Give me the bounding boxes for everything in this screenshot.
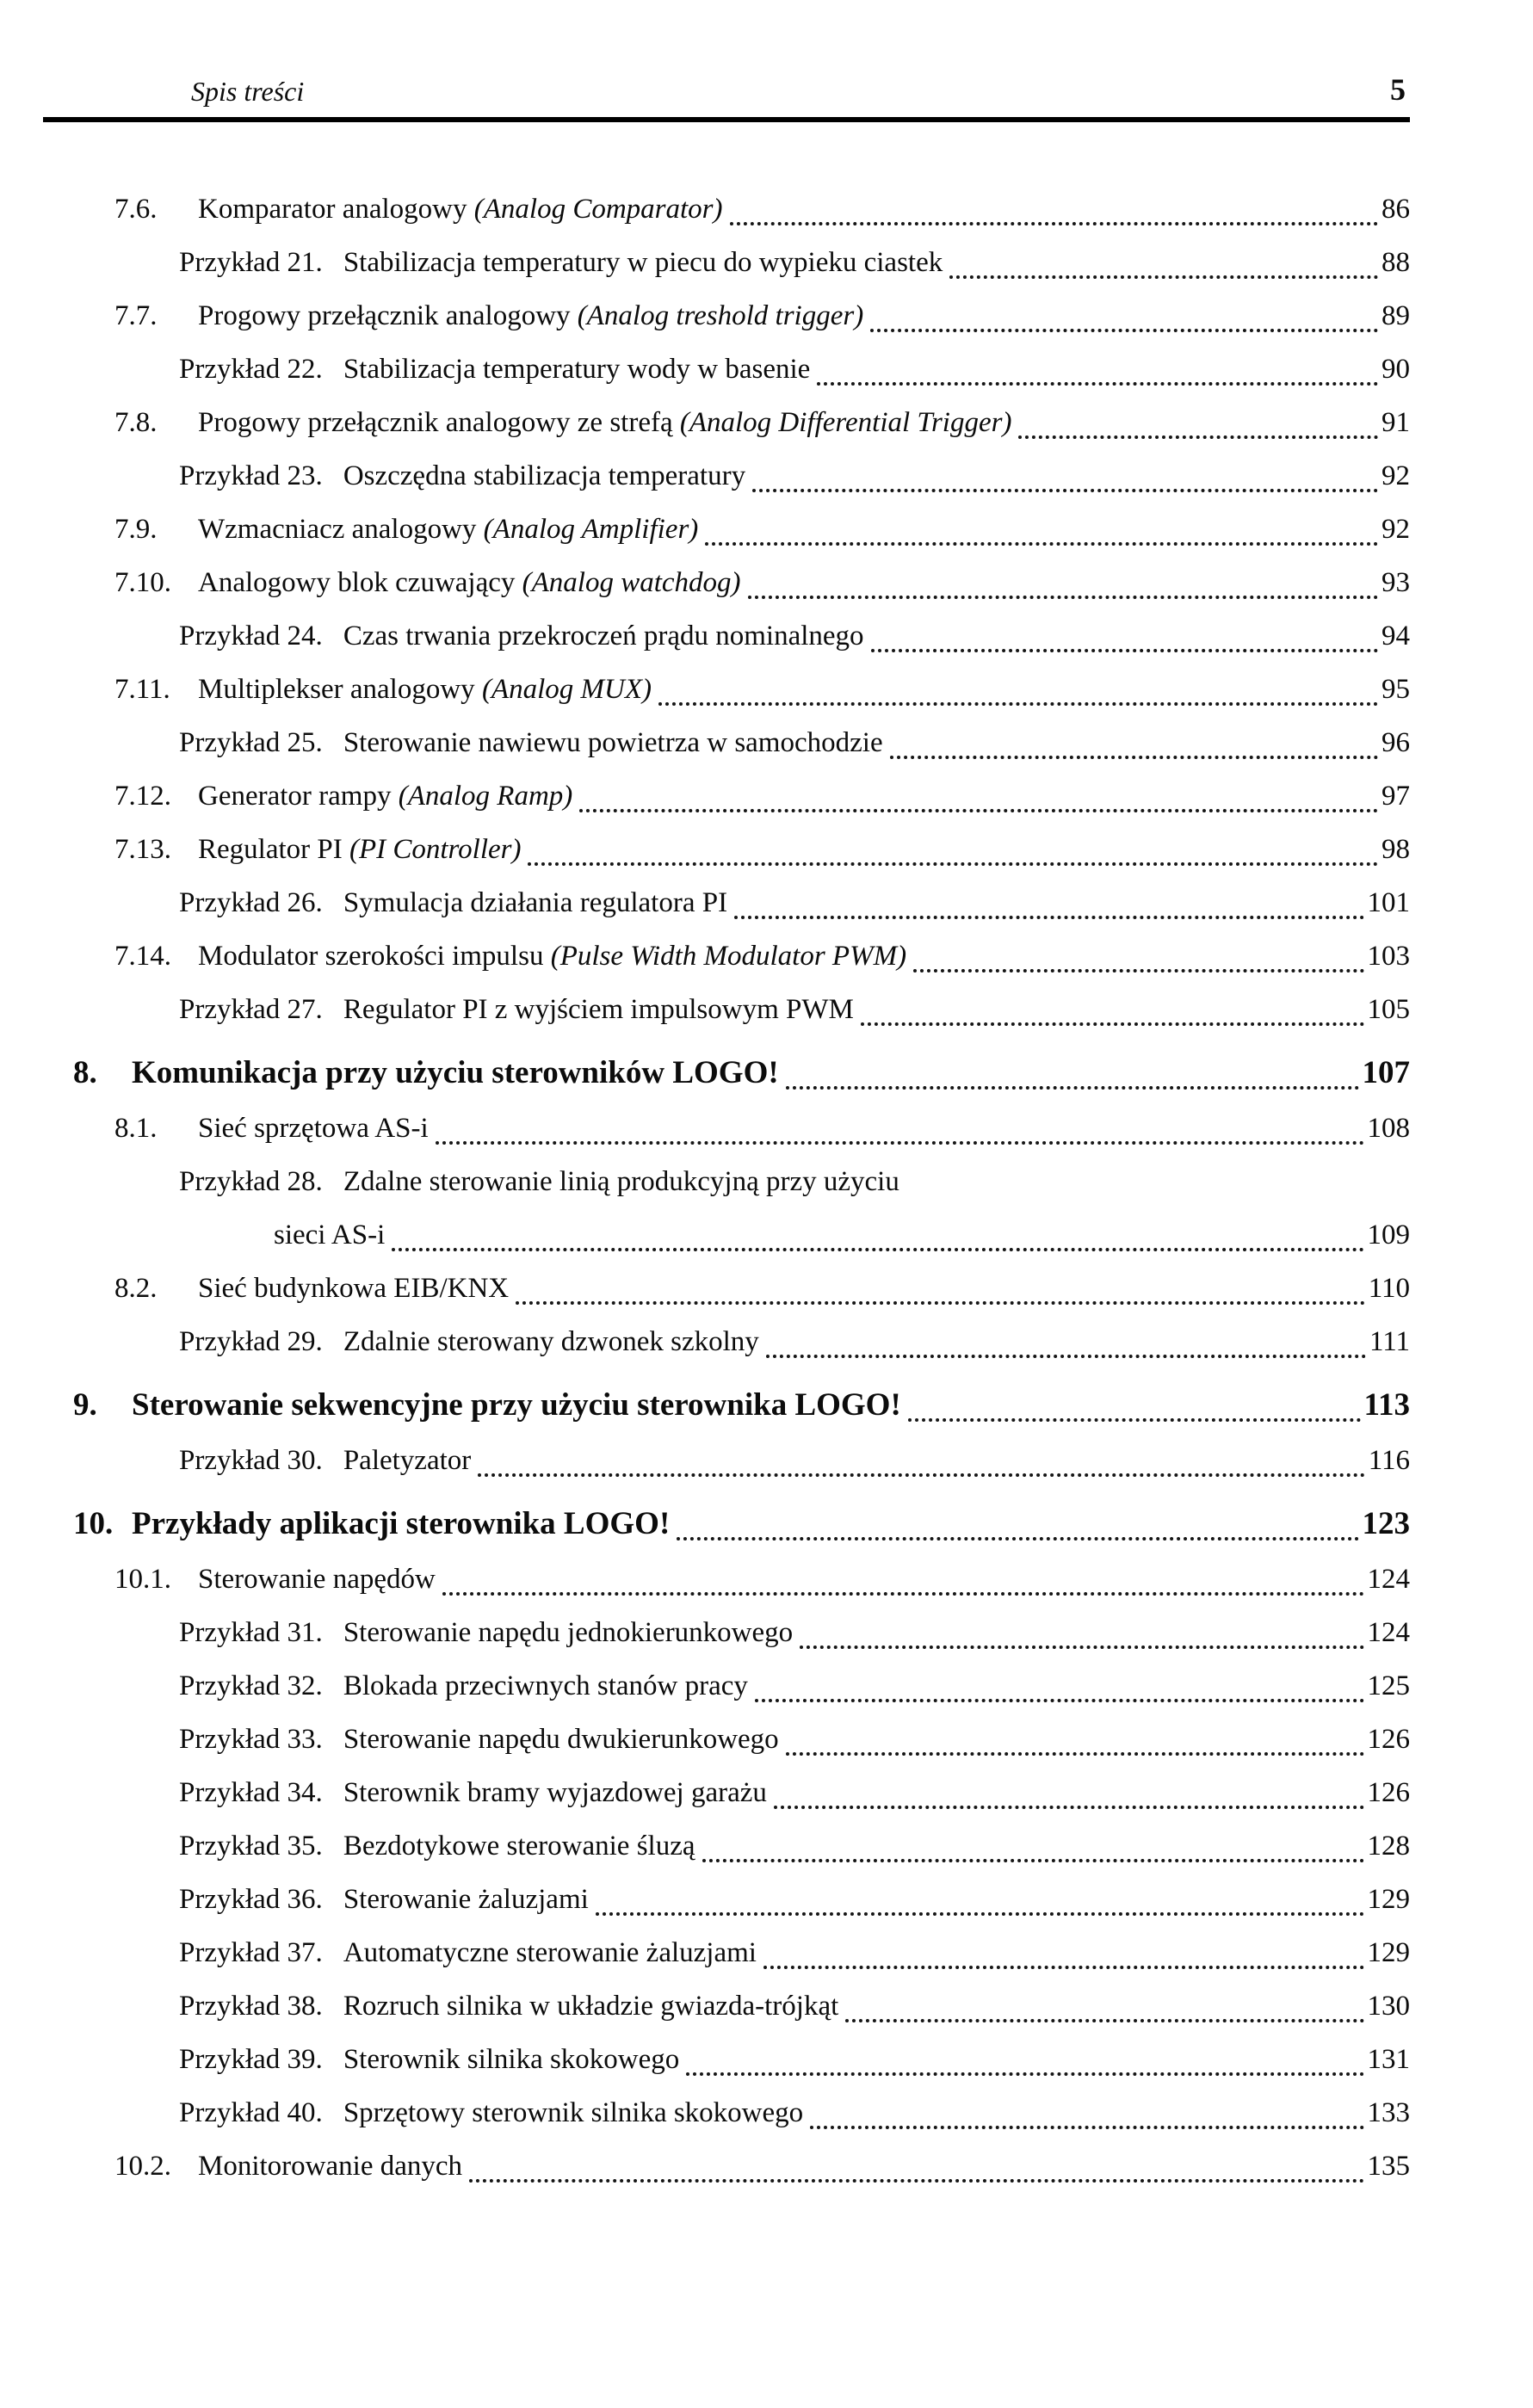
entry-title: Progowy przełącznik analogowy (Analog treshold trigger) <box>198 300 864 331</box>
toc-entry <box>0 663 1410 716</box>
dot-leader <box>890 756 1378 759</box>
page-title: Spis treści <box>191 76 305 107</box>
entry-page: 95 <box>1382 674 1410 705</box>
example-label: Przykład 23. <box>179 460 323 491</box>
entry-title: Rozruch silnika w układzie gwiazda-trójkąt <box>343 1991 839 2022</box>
example-label: Przykład 33. <box>179 1724 323 1755</box>
example-label: Przykład 39. <box>179 2044 323 2075</box>
page-number: 5 <box>1390 72 1406 107</box>
entry-number: 7.11. <box>114 674 170 705</box>
dot-leader <box>800 1645 1363 1649</box>
entry-title: Czas trwania przekroczeń prądu nominalnego <box>343 621 864 651</box>
example-label: Przykład 40. <box>179 2097 323 2128</box>
entry-page: 133 <box>1367 2097 1410 2128</box>
dot-leader <box>908 1418 1361 1422</box>
entry-page: 126 <box>1367 1724 1410 1755</box>
example-label: Przykład 24. <box>179 621 323 651</box>
example-label: Przykład 25. <box>179 727 323 758</box>
entry-title: Symulacja działania regulatora PI <box>343 887 728 918</box>
page-header <box>0 0 1533 122</box>
entry-title: Oszczędna stabilizacja temperatury <box>343 460 746 491</box>
dot-leader <box>516 1301 1365 1305</box>
dot-leader <box>392 1248 1363 1251</box>
entry-title: Monitorowanie danych <box>198 2151 463 2182</box>
entry-title: Sterownik silnika skokowego <box>343 2044 680 2075</box>
entry-page: 111 <box>1369 1326 1410 1357</box>
entry-page: 88 <box>1382 247 1410 278</box>
dot-leader <box>752 489 1378 492</box>
toc-entry <box>0 343 1410 396</box>
entry-title: Sprzętowy sterownik silnika skokowego <box>343 2097 804 2128</box>
toc-entry <box>0 2086 1410 2139</box>
toc-entry <box>0 182 1410 236</box>
entry-page: 131 <box>1367 2044 1410 2075</box>
header-rule <box>43 117 1410 122</box>
entry-page: 101 <box>1367 887 1410 918</box>
entry-page: 98 <box>1382 834 1410 865</box>
toc-entry <box>0 1497 1410 1551</box>
example-label: Przykład 31. <box>179 1617 323 1648</box>
entry-number: 7.8. <box>114 407 158 438</box>
entry-title: Sterowanie napędu dwukierunkowego <box>343 1724 779 1755</box>
entry-page: 129 <box>1367 1937 1410 1968</box>
entry-title: Regulator PI z wyjściem impulsowym PWM <box>343 994 854 1025</box>
entry-title: Paletyzator <box>343 1445 472 1476</box>
entry-number: 7.6. <box>114 194 158 225</box>
entry-title: Sieć budynkowa EIB/KNX <box>198 1273 510 1304</box>
dot-leader <box>677 1537 1358 1541</box>
toc-list <box>0 182 1533 2193</box>
toc-entry <box>0 1979 1410 2033</box>
entry-page: 94 <box>1382 621 1410 651</box>
entry-number: 7.7. <box>114 300 158 331</box>
example-label: Przykład 27. <box>179 994 323 1025</box>
entry-title: Sterowanie napędów <box>198 1564 436 1595</box>
dot-leader <box>702 1859 1364 1862</box>
example-label: Przykład 38. <box>179 1991 323 2022</box>
entry-title: Sterowanie nawiewu powietrza w samochodzie <box>343 727 883 758</box>
dot-leader <box>436 1141 1364 1145</box>
toc-entry <box>0 2139 1410 2193</box>
entry-title: Wzmacniacz analogowy (Analog Amplifier) <box>198 514 699 545</box>
entry-title: Komparator analogowy (Analog Comparator) <box>198 194 723 225</box>
entry-title: Stabilizacja temperatury w piecu do wypieku ciastek <box>343 247 943 278</box>
entry-title: Automatyczne sterowanie żaluzjami <box>343 1937 757 1968</box>
entry-number: 7.12. <box>114 781 171 812</box>
entry-title: Sterowanie sekwencyjne przy użyciu sterownika LOGO! <box>132 1387 901 1423</box>
entry-number: 8.2. <box>114 1273 158 1304</box>
entry-page: 123 <box>1362 1506 1410 1541</box>
entry-page: 108 <box>1367 1113 1410 1144</box>
entry-title: sieci AS-i <box>274 1219 386 1250</box>
entry-title: Sterowanie żaluzjami <box>343 1884 589 1915</box>
toc-entry <box>0 1102 1410 1155</box>
entry-page: 92 <box>1382 514 1410 545</box>
dot-leader <box>766 1355 1366 1358</box>
entry-title: Blokada przeciwnych stanów pracy <box>343 1670 748 1701</box>
example-label: Przykład 29. <box>179 1326 323 1357</box>
entry-page: 86 <box>1382 194 1410 225</box>
toc-entry <box>0 449 1410 503</box>
toc-entry <box>0 1315 1410 1368</box>
example-label: Przykład 35. <box>179 1831 323 1862</box>
dot-leader <box>730 222 1379 225</box>
dot-leader <box>763 1966 1364 1969</box>
entry-page: 124 <box>1367 1617 1410 1648</box>
toc-entry <box>0 503 1410 556</box>
dot-leader <box>845 2019 1363 2022</box>
toc-entry <box>0 289 1410 343</box>
dot-leader <box>774 1806 1364 1809</box>
toc-entry <box>0 2033 1410 2086</box>
dot-leader <box>870 329 1378 332</box>
example-label: Przykład 26. <box>179 887 323 918</box>
entry-title: Progowy przełącznik analogowy ze strefą (Analog Differential Trigger) <box>198 407 1012 438</box>
entry-page: 97 <box>1382 781 1410 812</box>
toc-entry <box>0 716 1410 769</box>
toc-entry <box>0 1155 1410 1208</box>
entry-page: 124 <box>1367 1564 1410 1595</box>
entry-title: Modulator szerokości impulsu (Pulse Width Modulator PWM) <box>198 941 907 972</box>
toc-entry <box>0 1659 1410 1713</box>
toc-entry <box>0 1926 1410 1979</box>
toc-entry <box>0 876 1410 929</box>
dot-leader <box>469 2179 1363 2183</box>
entry-number: 9. <box>73 1387 97 1423</box>
entry-page: 107 <box>1362 1055 1410 1090</box>
entry-page: 116 <box>1368 1445 1410 1476</box>
dot-leader <box>478 1473 1364 1477</box>
toc-entry <box>0 1262 1410 1315</box>
entry-page: 89 <box>1382 300 1410 331</box>
entry-number: 7.10. <box>114 567 171 598</box>
toc-entry <box>0 396 1410 449</box>
toc-entry <box>0 1606 1410 1659</box>
dot-leader <box>596 1912 1364 1916</box>
entry-title: Bezdotykowe sterowanie śluzą <box>343 1831 695 1862</box>
toc-entry <box>0 1047 1410 1100</box>
entry-number: 10. <box>73 1506 114 1541</box>
entry-number: 10.1. <box>114 1564 171 1595</box>
entry-number: 8.1. <box>114 1113 158 1144</box>
entry-page: 92 <box>1382 460 1410 491</box>
entry-page: 126 <box>1367 1777 1410 1808</box>
entry-page: 93 <box>1382 567 1410 598</box>
entry-page: 129 <box>1367 1884 1410 1915</box>
entry-title: Zdalnie sterowany dzwonek szkolny <box>343 1326 759 1357</box>
dot-leader <box>748 596 1378 599</box>
example-label: Przykład 34. <box>179 1777 323 1808</box>
toc-entry <box>0 609 1410 663</box>
toc-entry <box>0 1873 1410 1926</box>
entry-page: 96 <box>1382 727 1410 758</box>
entry-page: 109 <box>1367 1219 1410 1250</box>
toc-entry <box>0 1553 1410 1606</box>
dot-leader <box>734 916 1363 919</box>
entry-number: 7.13. <box>114 834 171 865</box>
dot-leader <box>705 542 1378 546</box>
entry-page: 103 <box>1367 941 1410 972</box>
toc-entry <box>0 1819 1410 1873</box>
entry-number: 7.14. <box>114 941 171 972</box>
entry-page: 113 <box>1363 1387 1410 1423</box>
entry-title: Sterownik bramy wyjazdowej garażu <box>343 1777 767 1808</box>
dot-leader <box>686 2072 1363 2076</box>
entry-title: Generator rampy (Analog Ramp) <box>198 781 573 812</box>
dot-leader <box>861 1022 1364 1026</box>
entry-page: 90 <box>1382 354 1410 385</box>
example-label: Przykład 21. <box>179 247 323 278</box>
entry-page: 135 <box>1367 2151 1410 2182</box>
toc-entry <box>0 929 1410 983</box>
entry-title: Przykłady aplikacji sterownika LOGO! <box>132 1506 671 1541</box>
toc-entry <box>0 1713 1410 1766</box>
dot-leader <box>871 649 1378 652</box>
entry-page: 105 <box>1367 994 1410 1025</box>
toc-entry <box>0 1379 1410 1432</box>
toc-entry <box>0 1434 1410 1487</box>
entry-number: 7.9. <box>114 514 158 545</box>
entry-title: Komunikacja przy użyciu sterowników LOGO! <box>132 1055 779 1090</box>
dot-leader <box>579 809 1378 812</box>
entry-title: Sterowanie napędu jednokierunkowego <box>343 1617 794 1648</box>
toc-entry <box>0 556 1410 609</box>
dot-leader <box>786 1752 1364 1756</box>
example-label: Przykład 37. <box>179 1937 323 1968</box>
entry-page: 130 <box>1367 1991 1410 2022</box>
toc-entry <box>0 983 1410 1036</box>
dot-leader <box>913 969 1363 972</box>
entry-title: Zdalne sterowanie linią produkcyjną przy użyciu <box>343 1166 899 1197</box>
entry-title: Regulator PI (PI Controller) <box>198 834 522 865</box>
dot-leader <box>817 382 1378 386</box>
dot-leader <box>786 1086 1359 1090</box>
entry-page: 91 <box>1382 407 1410 438</box>
toc-entry <box>0 769 1410 823</box>
dot-leader <box>810 2126 1363 2129</box>
entry-page: 125 <box>1367 1670 1410 1701</box>
dot-leader <box>1018 435 1378 439</box>
entry-title: Sieć sprzętowa AS-i <box>198 1113 429 1144</box>
example-label: Przykład 28. <box>179 1166 323 1197</box>
dot-leader <box>442 1592 1364 1596</box>
entry-page: 110 <box>1368 1273 1410 1304</box>
toc-entry <box>0 1766 1410 1819</box>
toc-entry <box>0 236 1410 289</box>
entry-number: 10.2. <box>114 2151 171 2182</box>
entry-title: Analogowy blok czuwający (Analog watchdog) <box>198 567 741 598</box>
example-label: Przykład 32. <box>179 1670 323 1701</box>
dot-leader <box>528 862 1378 866</box>
dot-leader <box>949 275 1378 279</box>
entry-number: 8. <box>73 1055 97 1090</box>
example-label: Przykład 30. <box>179 1445 323 1476</box>
entry-page: 128 <box>1367 1831 1410 1862</box>
example-label: Przykład 22. <box>179 354 323 385</box>
dot-leader <box>755 1699 1364 1702</box>
toc-entry <box>0 1208 1410 1262</box>
toc-entry <box>0 823 1410 876</box>
example-label: Przykład 36. <box>179 1884 323 1915</box>
entry-title: Multiplekser analogowy (Analog MUX) <box>198 674 652 705</box>
entry-title: Stabilizacja temperatury wody w basenie <box>343 354 811 385</box>
dot-leader <box>658 702 1378 706</box>
